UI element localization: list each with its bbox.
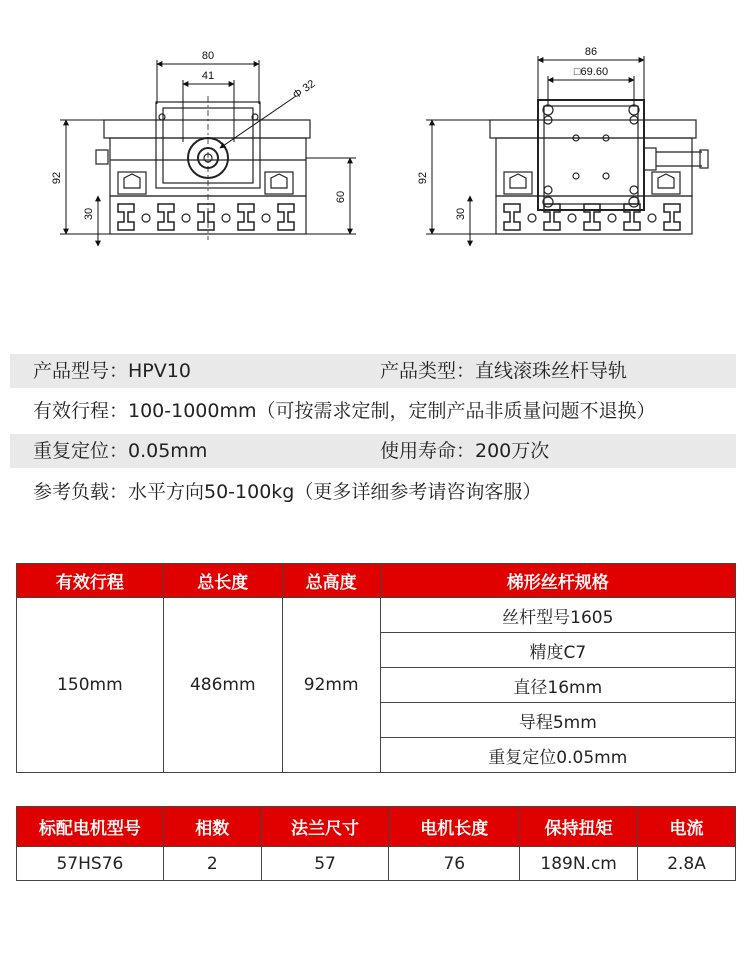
header-screw: 梯形丝杆规格 (380, 564, 735, 598)
header-stroke: 有效行程 (17, 564, 164, 598)
dim-60: 60 (335, 190, 347, 204)
motor-table (16, 806, 736, 881)
value-stroke: 150mm (17, 598, 164, 773)
spec-row-load (10, 475, 736, 509)
header-motor-model: 标配电机型号 (17, 807, 164, 847)
header-length: 总长度 (163, 564, 282, 598)
spec-repeat: 重复定位：0.05mm (33, 440, 208, 462)
right-view (490, 100, 708, 234)
dim-41: 41 (201, 70, 215, 82)
spec-type: 产品类型：直线滚珠丝杆导轨 (380, 360, 628, 382)
value-current: 2.8A (638, 847, 736, 881)
spec-model: 产品型号：HPV10 (33, 360, 191, 382)
header-torque: 保持扭矩 (520, 807, 638, 847)
value-height: 92mm (282, 598, 380, 773)
dim-92-left: 92 (51, 171, 63, 185)
spec-load: 参考负载：水平方向50-100kg（更多详细参考请咨询客服） (33, 481, 542, 503)
screw-diameter: 直径16mm (380, 668, 735, 703)
spec-stroke: 有效行程：100-1000mm（可按需求定制，定制产品非质量问题不退换） (33, 400, 656, 422)
dim-30-right: 30 (455, 207, 467, 221)
screw-lead: 导程5mm (380, 703, 735, 738)
header-flange: 法兰尺寸 (261, 807, 389, 847)
value-flange: 57 (261, 847, 389, 881)
value-torque: 189N.cm (520, 847, 638, 881)
dim-30-left: 30 (83, 207, 95, 221)
value-motor-model: 57HS76 (17, 847, 164, 881)
header-motor-length: 电机长度 (389, 807, 520, 847)
dim-86: 86 (584, 46, 598, 58)
dim-92-right: 92 (417, 171, 429, 185)
screw-accuracy: 精度C7 (380, 633, 735, 668)
spec-table (16, 563, 736, 773)
header-height: 总高度 (282, 564, 380, 598)
dim-diameter: Φ 32 (290, 77, 318, 102)
dim-square: □69.60 (573, 66, 609, 78)
dim-80: 80 (201, 50, 215, 62)
technical-drawing (0, 0, 750, 330)
left-view (96, 96, 310, 240)
spec-row-repeat (10, 434, 736, 468)
value-length: 486mm (163, 598, 282, 773)
spec-row-stroke (10, 394, 736, 428)
header-current: 电流 (638, 807, 736, 847)
value-motor-length: 76 (389, 847, 520, 881)
header-phase: 相数 (163, 807, 261, 847)
spec-life: 使用寿命：200万次 (380, 440, 550, 462)
screw-repeat: 重复定位0.05mm (380, 738, 735, 773)
value-phase: 2 (163, 847, 261, 881)
screw-model: 丝杆型号1605 (380, 598, 735, 633)
spec-row-model (10, 354, 736, 388)
